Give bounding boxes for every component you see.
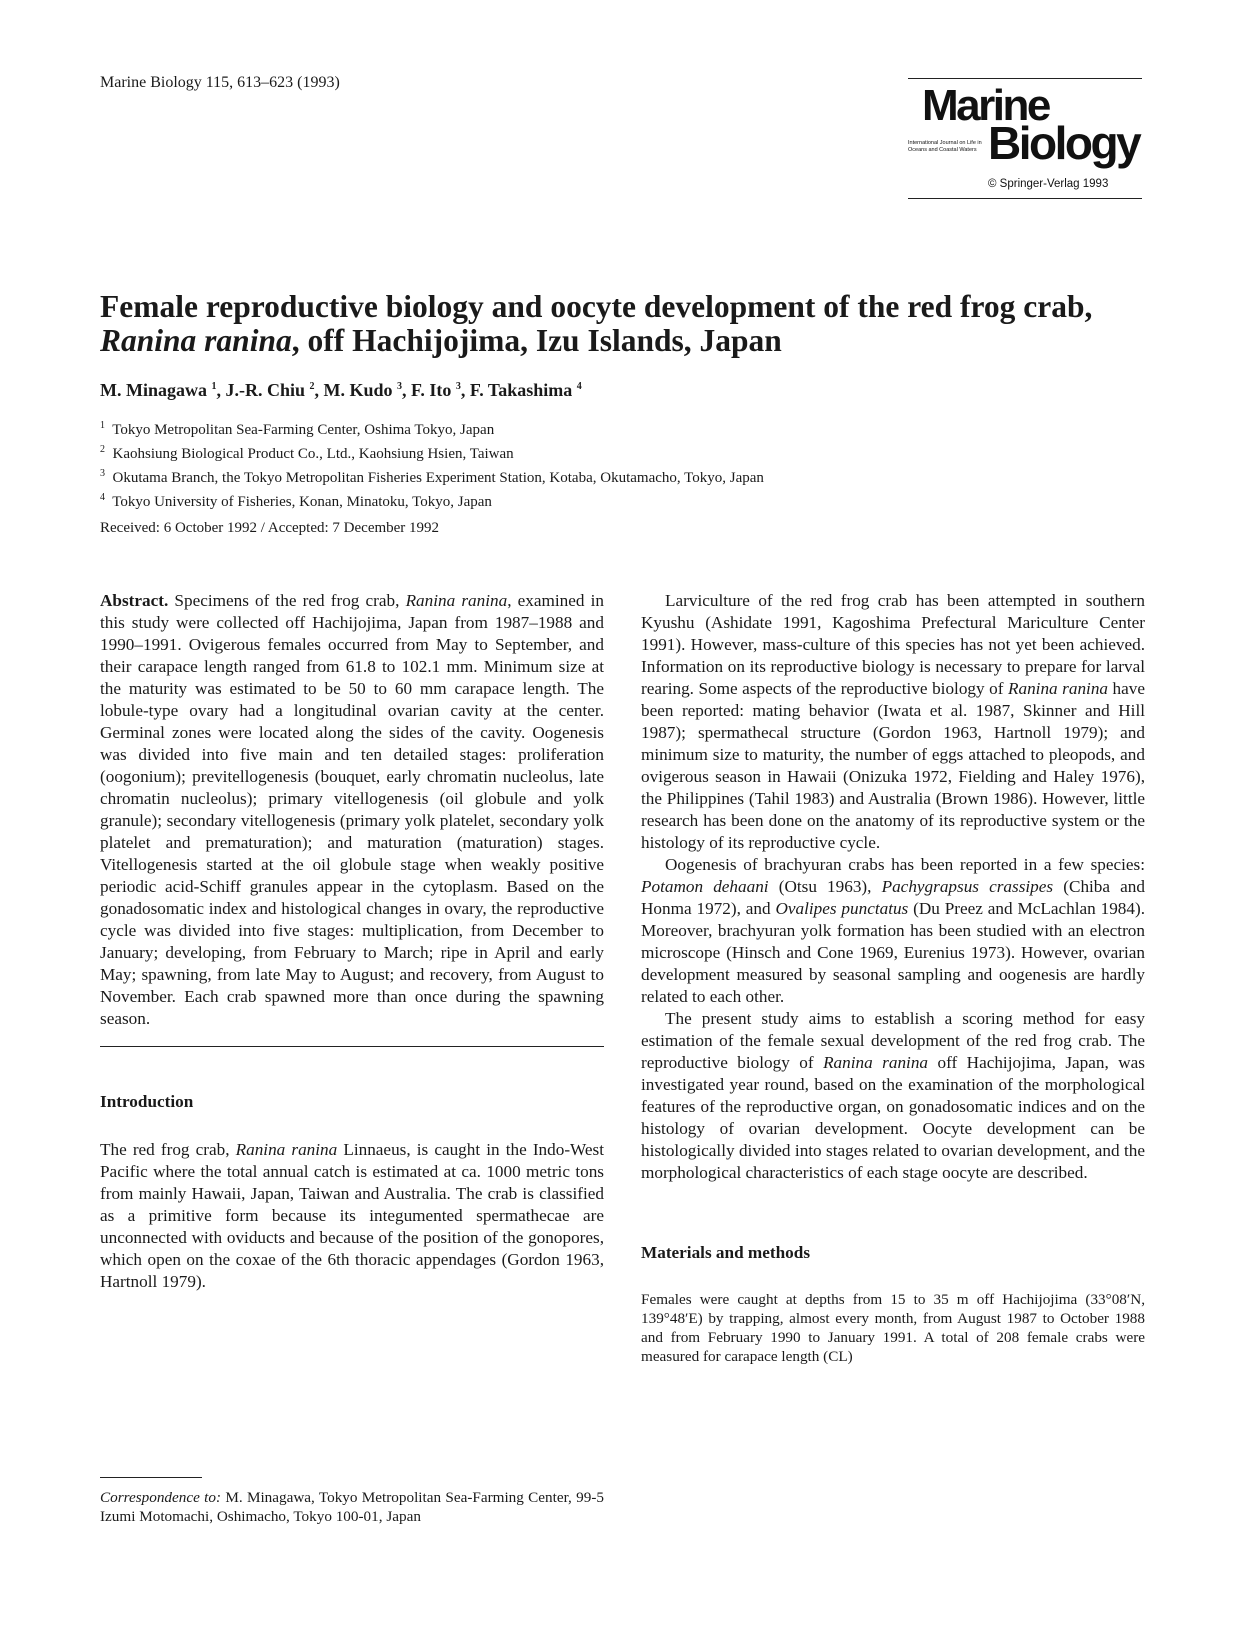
author-affiliation-mark: 4 — [576, 381, 582, 392]
author-name: F. Takashima — [469, 380, 573, 400]
logo-tagline: International Journal on Life in Oceans and Coastal Waters — [908, 140, 982, 153]
article-title — [100, 290, 1150, 358]
author — [411, 380, 470, 400]
abstract-divider — [100, 1046, 604, 1047]
body-paragraph — [641, 590, 1145, 854]
abstract-paragraph — [100, 590, 604, 1030]
affiliation-text: Okutama Branch, the Tokyo Metropolitan Fisheries Experiment Station, Kotaba, Okutamacho, Tokyo, Japan — [112, 470, 764, 486]
author-affiliation-mark: 3 — [397, 381, 403, 392]
introduction-species: Ranina ranina — [235, 1140, 338, 1159]
correspondence-footnote — [100, 1488, 604, 1526]
methods-paragraph: Females were caught at depths from 15 to 35 m off Hachijojima (33°08′N, 139°48′E) by trapping, almost every month, from August 1987 to October 1988 and from February 1990 to January 1991. A total of 208 female crabs were measured for carapace length (CL) — [641, 1291, 1145, 1365]
author — [470, 380, 582, 400]
author-separator: , — [460, 380, 470, 400]
author-list — [100, 380, 582, 401]
logo-word-biology: Biology — [988, 117, 1140, 169]
affiliation — [100, 464, 764, 488]
author-name: M. Minagawa — [100, 380, 207, 400]
body-species: Ranina ranina — [1007, 679, 1109, 698]
affiliation-text: Tokyo University of Fisheries, Konan, Minatoku, Tokyo, Japan — [112, 494, 492, 510]
body-paragraph — [641, 1008, 1145, 1184]
author-separator: , — [216, 380, 226, 400]
author — [226, 380, 324, 400]
author — [324, 380, 412, 400]
methods-heading: Materials and methods — [641, 1243, 811, 1262]
author-separator: , — [314, 380, 324, 400]
introduction-text: The red frog crab, — [100, 1140, 236, 1159]
footnote-divider — [100, 1477, 202, 1478]
abstract-label: Abstract. — [100, 591, 169, 610]
logo-bottom-rule — [908, 198, 1142, 199]
author — [100, 380, 226, 400]
affiliation — [100, 440, 764, 464]
body-text: The present study aims to establish a scoring method for easy estimation of the female sexual development of the red frog crab. The reproductive biology of — [641, 1009, 1145, 1072]
body-text: (Chiba and Honma 1972), and — [641, 877, 1145, 918]
body-text: Larviculture of the red frog crab has been attempted in southern Kyushu (Ashidate 1991, Kagoshima Prefectural Mariculture Center 1991). However, mass-culture of this species has not yet been achieved. Information on its reproductive biology is necessary to prepare for larval rearing. Some aspects of the reproductive biology of — [641, 591, 1145, 698]
abstract-species: Ranina ranina — [405, 591, 508, 610]
correspondence-label: Correspondence to: — [100, 1489, 222, 1506]
author-name: J.-R. Chiu — [225, 380, 306, 400]
logo-copyright: © Springer-Verlag 1993 — [988, 178, 1109, 190]
body-text: have been reported: mating behavior (Iwata et al. 1987, Skinner and Hill 1987); spermathecal structure (Gordon 1963, Hartnoll 1979); and minimum size to maturity, the number of eggs attached to pleopods, and ovigerous season in Hawaii (Onizuka 1972, Fielding and Haley 1976), the Philippines (Tahil 1983) and Australia (Brown 1986). However, little research has been done on the anatomy of its reproductive system or the histology of its reproductive cycle. — [641, 679, 1145, 852]
body-species: Ovalipes punctatus — [775, 899, 909, 918]
title-part-2: , off Hachijojima, Izu Islands, Japan — [291, 323, 782, 358]
abstract-text: , examined in this study were collected off Hachijojima, Japan from 1987–1988 and 1990–1991. Ovigerous females occurred from May to September, and their carapace length ranged from 61.8 to 102.1 mm. Minimum size at the maturity was estimated to be 50 to 60 mm carapace length. The lobule-type ovary had a longitudinal ovarian cavity at the center. Germinal zones were located along the sides of the cavity. Oogenesis was divided into five main and ten detailed stages: proliferation (oogonium); previtellogenesis (bouquet, early chromatin nucleolus, late chromatin nucleolus); primary vitellogenesis (oil globule and yolk granule); secondary vitellogenesis (primary yolk platelet, secondary yolk platelet and prematuration); and maturation (maturation) stages. Vitellogenesis started at the oil globule stage when weakly positive periodic acid-Schiff granules appear in the cytoplasm. Based on the gonadosomatic index and histological changes in ovary, the reproductive cycle was divided into five stages: multiplication, from December to January; developing, from February to March; ripe in April and early May; spawning, from late May to August; and recovery, from August to November. Each crab spawned more than once during the spawning season. — [100, 591, 604, 1028]
title-species: Ranina ranina — [100, 323, 292, 358]
left-column — [100, 590, 604, 1293]
affiliation-number: 1 — [100, 420, 105, 431]
author-name: M. Kudo — [323, 380, 393, 400]
body-text: (Otsu 1963), — [768, 877, 882, 896]
journal-reference: Marine Biology 115, 613–623 (1993) — [100, 74, 340, 91]
body-paragraph — [641, 854, 1145, 1008]
body-text: Oogenesis of brachyuran crabs has been reported in a few species: — [665, 855, 1145, 874]
affiliation — [100, 416, 764, 440]
introduction-text: Linnaeus, is caught in the Indo-West Pacific where the total annual catch is estimated at ca. 1000 metric tons from mainly Hawaii, Japan, Taiwan and Australia. The crab is classified as a primitive form because its integumented spermathecae are unconnected with oviducts and because of the position of the gonopores, which open on the coxae of the 6th thoracic appendages (Gordon 1963, Hartnoll 1979). — [100, 1140, 604, 1291]
received-accepted-dates: Received: 6 October 1992 / Accepted: 7 December 1992 — [100, 520, 440, 536]
affiliation — [100, 488, 764, 512]
body-species: Ranina ranina — [823, 1053, 929, 1072]
affiliation-number: 2 — [100, 444, 105, 455]
author-separator: , — [402, 380, 412, 400]
body-text: off Hachijojima, Japan, was investigated year round, based on the examination of the morphological features of the reproductive organ, on gonadosomatic indices and on the histology of ovarian development. Oocyte development can be histologically divided into stages related to ovarian development, and the morphological characteristics of each stage oocyte are described. — [641, 1053, 1145, 1182]
introduction-paragraph — [100, 1139, 604, 1293]
right-column — [641, 590, 1145, 1366]
correspondence-text: M. Minagawa, Tokyo Metropolitan Sea-Farming Center, 99-5 Izumi Motomachi, Oshimacho, Tokyo 100-01, Japan — [100, 1489, 604, 1525]
abstract-text: Specimens of the red frog crab, — [168, 591, 406, 610]
journal-logo — [908, 78, 1142, 206]
affiliation-text: Kaohsiung Biological Product Co., Ltd., Kaohsiung Hsien, Taiwan — [112, 446, 514, 462]
affiliation-list — [100, 416, 764, 512]
introduction-heading: Introduction — [100, 1092, 194, 1111]
affiliation-text: Tokyo Metropolitan Sea-Farming Center, Oshima Tokyo, Japan — [112, 422, 495, 438]
title-part-1: Female reproductive biology and oocyte development of the red frog crab, — [100, 289, 1093, 324]
author-name: F. Ito — [411, 380, 452, 400]
author-affiliation-mark: 1 — [211, 381, 217, 392]
logo-word-marine: Marine — [922, 81, 1049, 130]
affiliation-number: 4 — [100, 492, 105, 503]
body-species: Pachygrapsus crassipes — [881, 877, 1054, 896]
author-affiliation-mark: 3 — [455, 381, 461, 392]
body-text: (Du Preez and McLachlan 1984). Moreover, brachyuran yolk formation has been studied with an electron microscope (Hinsch and Cone 1969, Eurenius 1973). However, ovarian development measured by seasonal sampling and oogenesis are hardly related to each other. — [641, 899, 1145, 1006]
body-species: Potamon dehaani — [641, 877, 769, 896]
logo-top-rule — [908, 78, 1142, 79]
affiliation-number: 3 — [100, 468, 105, 479]
author-affiliation-mark: 2 — [309, 381, 315, 392]
